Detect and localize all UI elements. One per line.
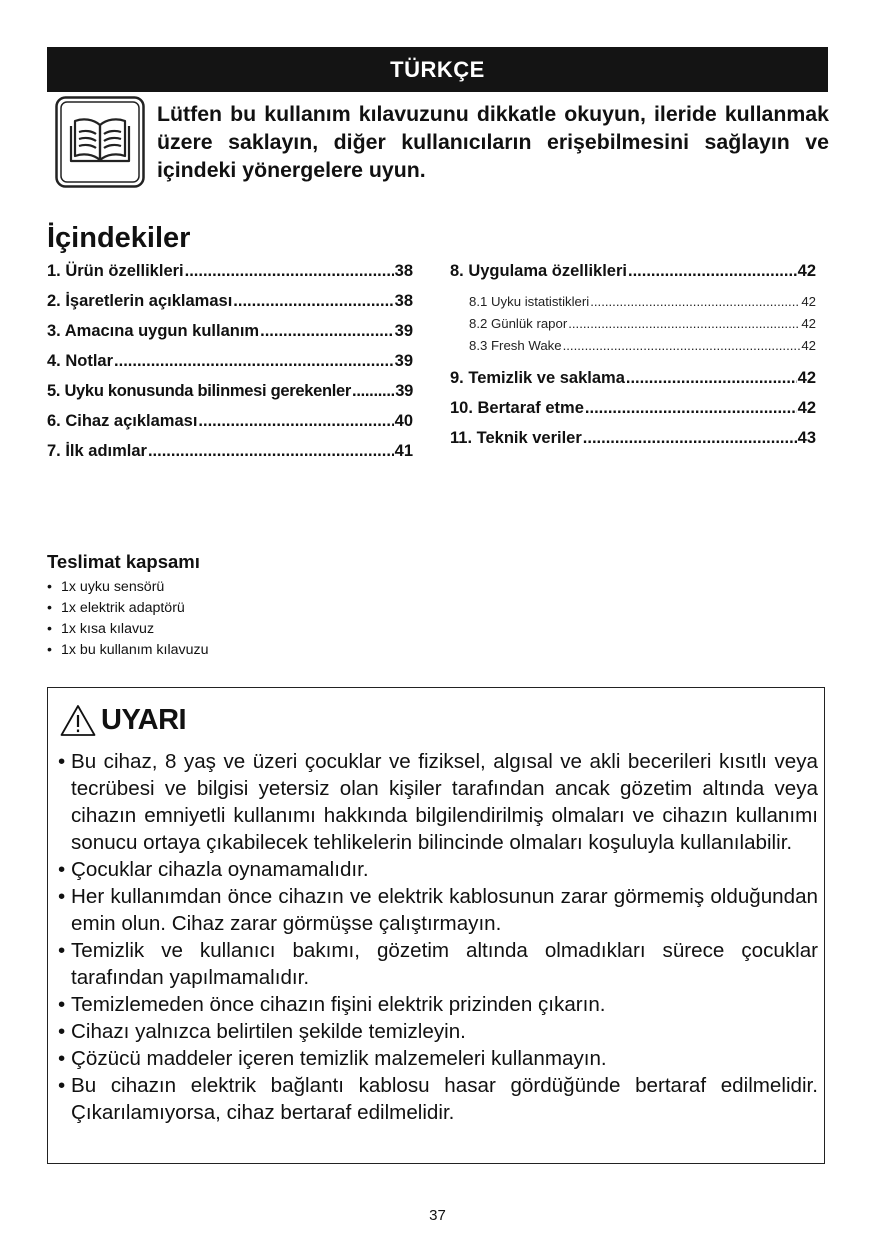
page-number: 37 (429, 1207, 446, 1224)
list-item: • 1x elektrik adaptörü (47, 598, 208, 619)
toc-subentry[interactable] (450, 336, 816, 358)
warning-box (47, 687, 825, 1164)
toc-entry[interactable] (47, 290, 413, 320)
toc-entry[interactable] (450, 427, 816, 457)
language-title: TÜRKÇE (390, 56, 485, 82)
toc-entry-page: 38 (394, 262, 413, 280)
toc-title: İçindekiler (47, 222, 191, 254)
toc-right-column (450, 260, 816, 457)
list-item: • 1x kısa kılavuz (47, 619, 208, 640)
warning-title: UYARI (101, 704, 187, 736)
toc-entry-page: 39 (394, 322, 413, 340)
list-item: • Bu cihazın elektrik bağlantı kablosu hasar gördüğünde bertaraf edilmelidir. Çıkarılamıyorsa, cihaz bertaraf edilmelidir. (58, 1072, 818, 1126)
toc-entry[interactable] (47, 260, 413, 290)
list-item: • Temizlik ve kullanıcı bakımı, gözetim altında olmadıkları sürece çocuklar tarafından yapılmamalıdır. (58, 937, 818, 991)
toc-entry-label: 5. Uyku konusunda bilinmesi gerekenler (47, 382, 352, 400)
toc-entry-page: 40 (394, 412, 413, 430)
delivery-list (47, 577, 208, 661)
toc-entry-label: 8.3 Fresh Wake (469, 338, 562, 353)
toc-entry-label: 3. Amacına uygun kullanım (47, 322, 260, 340)
delivery-title: Teslimat kapsamı (47, 551, 200, 572)
toc-entry[interactable] (450, 260, 816, 290)
toc-entry-label: 8. Uygulama özellikleri (450, 262, 627, 280)
toc-entry-label: 8.1 Uyku istatistikleri (469, 294, 590, 309)
toc-entry[interactable] (47, 380, 413, 410)
toc-entry-page: 38 (394, 292, 413, 310)
toc-entry[interactable] (450, 367, 816, 397)
toc-entry-label: 2. İşaretlerin açıklaması (47, 292, 233, 310)
list-item: • Çözücü maddeler içeren temizlik malzemeleri kullanmayın. (58, 1045, 818, 1072)
toc-entry[interactable] (47, 350, 413, 380)
toc-entry-label: 11. Teknik veriler (450, 429, 582, 447)
toc-entry-label: 10. Bertaraf etme (450, 399, 584, 417)
list-item: • Bu cihaz, 8 yaş ve üzeri çocuklar ve fiziksel, algısal ve akli becerileri kısıtlı veya tecrübesi ve bilgisi yetersiz olan kişiler tarafından ancak gözetim altında veya cihazın emniyetli kullanımı hakkında bilgilendirilmiş olmaları ve cihazın kullanımı sonucu ortaya çıkabilecek tehlikelerin bilincinde olmaları koşuluyla kullanılabilir. (58, 748, 818, 856)
toc-entry-label: 4. Notlar (47, 352, 114, 370)
toc-entry-page: 42 (801, 338, 816, 353)
toc-entry-page: 39 (394, 352, 413, 370)
toc-entry-label: 8.2 Günlük rapor (469, 316, 568, 331)
toc-entry-page: 42 (801, 294, 816, 309)
toc-entry-page: 41 (394, 442, 413, 460)
toc-entry-label: 6. Cihaz açıklaması (47, 412, 198, 430)
warning-triangle-icon (60, 704, 96, 737)
warning-header (60, 702, 186, 738)
warning-list (58, 748, 818, 1126)
toc-entry-page: 42 (797, 369, 816, 387)
list-item: • 1x bu kullanım kılavuzu (47, 640, 208, 661)
list-item: • 1x uyku sensörü (47, 577, 208, 598)
toc-entry-label: 9. Temizlik ve saklama (450, 369, 625, 387)
toc-entry-page: 42 (797, 399, 816, 417)
list-item: • Her kullanımdan önce cihazın ve elektrik kablosunun zarar görmemiş olduğundan emin olun. Cihaz zarar görmüşse çalıştırmayın. (58, 883, 818, 937)
list-item: • Temizlemeden önce cihazın fişini elektrik prizinden çıkarın. (58, 991, 818, 1018)
toc-subentry[interactable] (450, 292, 816, 314)
intro-text: Lütfen bu kullanım kılavuzunu dikkatle okuyun, ileride kullanmak üzere saklayın, diğer kullanıcıların erişebilmesini sağlayın ve içindeki yönergelere uyun. (157, 102, 829, 182)
toc-entry-label: 1. Ürün özellikleri (47, 262, 184, 280)
list-item: • Cihazı yalnızca belirtilen şekilde temizleyin. (58, 1018, 818, 1045)
book-icon (55, 96, 145, 188)
language-header (47, 47, 828, 92)
toc-entry[interactable] (450, 397, 816, 427)
toc-entry-page: 43 (797, 429, 816, 447)
toc-left-column (47, 260, 413, 470)
toc-entry-label: 7. İlk adımlar (47, 442, 147, 460)
list-item: • Çocuklar cihazla oynamamalıdır. (58, 856, 818, 883)
toc-entry[interactable] (47, 320, 413, 350)
toc-entry-page: 42 (801, 316, 816, 331)
toc-entry[interactable] (47, 410, 413, 440)
toc-subentry[interactable] (450, 314, 816, 336)
toc-entry-page: 42 (797, 262, 816, 280)
toc-entry[interactable] (47, 440, 413, 470)
toc-entry-page: 39 (395, 382, 413, 400)
